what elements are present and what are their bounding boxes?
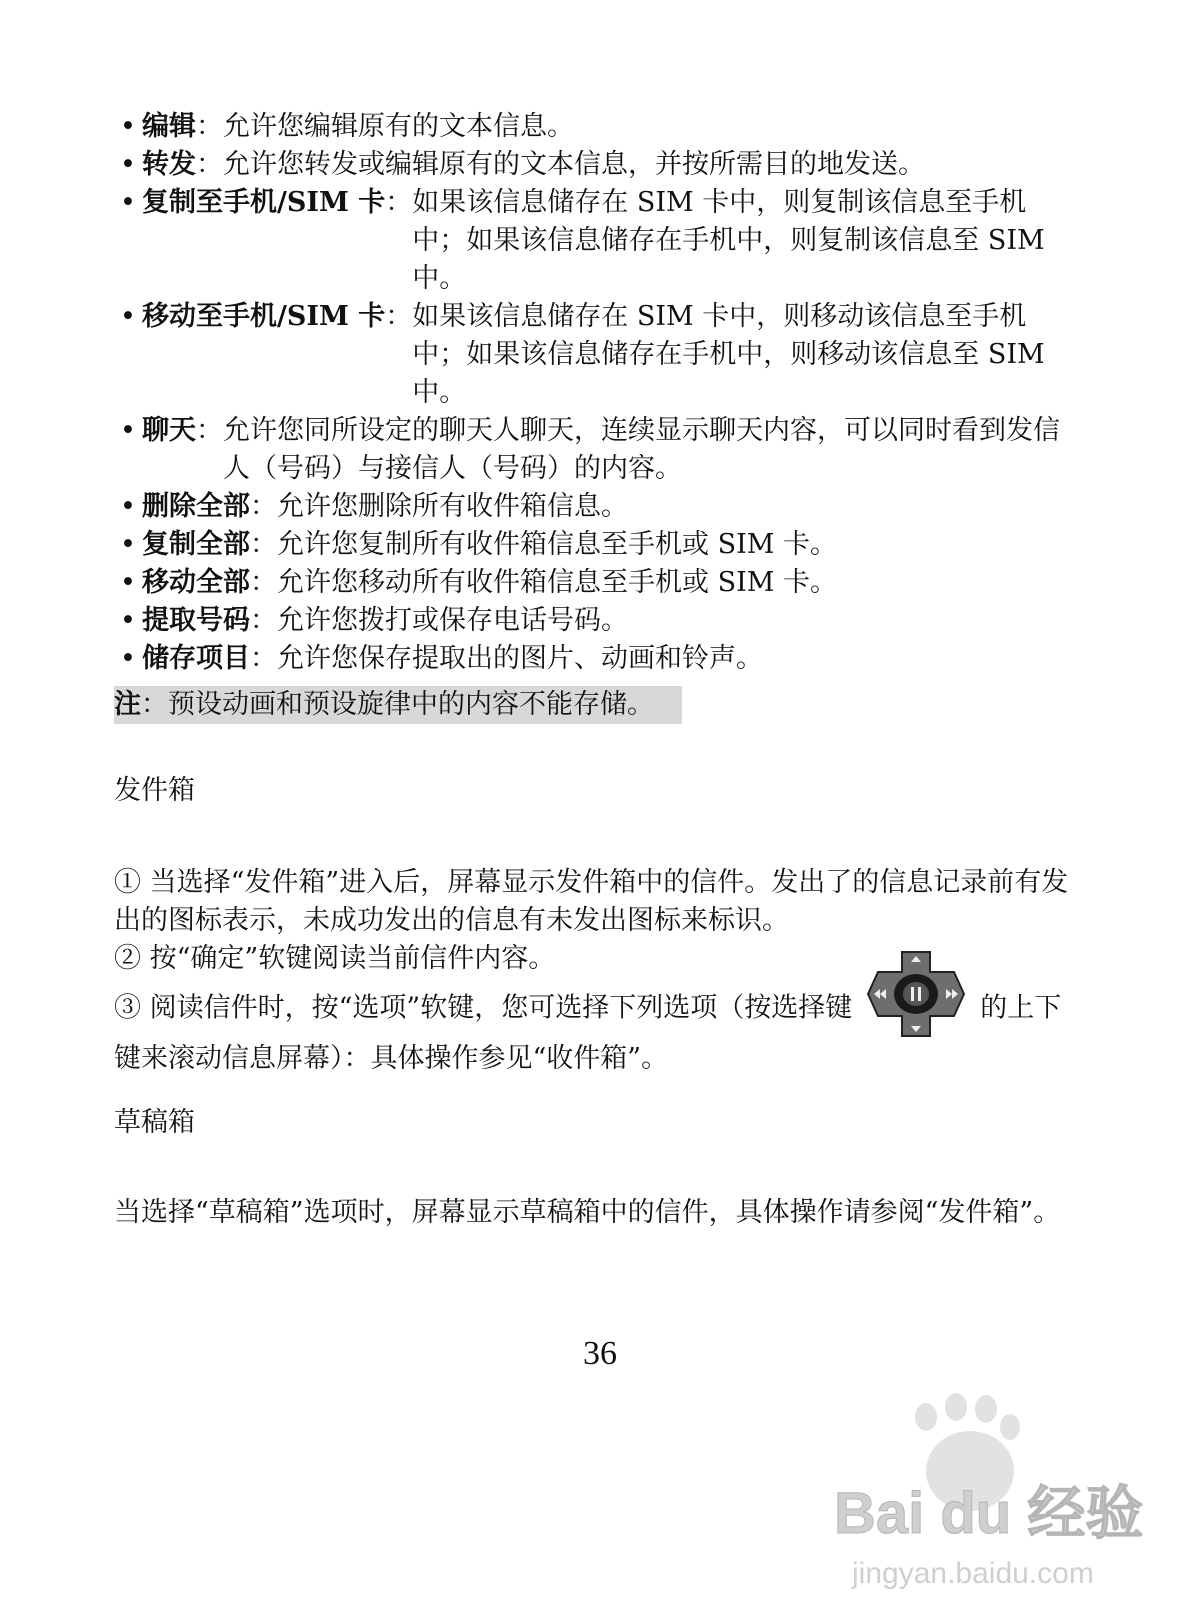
drafts-paragraph (114, 1194, 1074, 1232)
drafts-heading: 草稿箱 (114, 1107, 195, 1138)
option-description: 允许您拨打或保存电话号码。 (277, 605, 628, 636)
option-term: 删除全部 (142, 491, 250, 522)
option-description: 允许您移动所有收件箱信息至手机或 SIM 卡。 (277, 567, 837, 598)
option-term: 储存项目 (142, 643, 250, 674)
option-separator: ： (385, 187, 413, 218)
option-description: 允许您保存提取出的图片、动画和铃声。 (277, 643, 763, 674)
outbox-step-3-before: ③ 阅读信件时，按“选项”软键，您可选择下列选项（按选择键 (114, 992, 853, 1024)
option-term: 聊天 (142, 415, 196, 446)
outbox-step-3-after: 的上下键来滚动信息屏幕）：具体操作参见“收件箱”。 (114, 992, 1062, 1074)
option-separator: ： (250, 643, 277, 674)
option-term: 编辑 (142, 111, 196, 142)
outbox-heading: 发件箱 (114, 775, 195, 806)
option-separator: ： (250, 491, 277, 522)
option-description: 如果该信息储存在 SIM 卡中，则复制该信息至手机中；如果该信息储存在手机中，则复制该信息至 SIM 中。 (412, 187, 1045, 294)
option-list (114, 108, 1074, 678)
list-item (114, 184, 1074, 298)
list-item (114, 526, 1074, 564)
option-term: 复制全部 (142, 529, 250, 560)
list-item (114, 488, 1074, 526)
option-description: 允许您删除所有收件箱信息。 (277, 491, 628, 522)
list-item (114, 602, 1074, 640)
bullet-dot: • (120, 605, 136, 636)
option-separator: ： (196, 111, 223, 142)
bullet-dot: • (120, 529, 136, 560)
note-text: ：预设动画和预设旋律中的内容不能存储。 (141, 689, 654, 720)
option-term: 移动全部 (142, 567, 250, 598)
bullet-dot: • (120, 301, 136, 332)
option-description: 允许您同所设定的聊天人聊天，连续显示聊天内容，可以同时看到发信人（号码）与接信人（号码）的内容。 (223, 415, 1060, 484)
list-item (114, 412, 1074, 488)
option-separator: ： (196, 149, 223, 180)
navigation-key-icon (866, 948, 966, 1040)
list-item (114, 108, 1074, 146)
bullet-dot: • (120, 415, 136, 446)
outbox-step-2: ② 按“确定”软键阅读当前信件内容。 (114, 943, 556, 974)
option-term: 转发 (142, 149, 196, 180)
outbox-step-3 (114, 978, 1074, 1078)
bullet-dot: • (120, 149, 136, 180)
bullet-dot: • (120, 187, 136, 218)
list-item (114, 640, 1074, 678)
page-number: 36 (583, 1335, 617, 1372)
option-term: 移动至手机/SIM 卡 (142, 301, 386, 332)
watermark-logo (830, 1395, 1144, 1595)
option-description: 如果该信息储存在 SIM 卡中，则移动该信息至手机中；如果该信息储存在手机中，则移动该信息至 SIM 中。 (412, 301, 1045, 408)
option-term: 提取号码 (142, 605, 250, 636)
option-description: 允许您编辑原有的文本信息。 (223, 111, 574, 142)
option-separator: ： (196, 415, 223, 446)
list-item (114, 564, 1074, 602)
option-separator: ： (385, 301, 413, 332)
baidu-paw-icon (830, 1395, 1144, 1595)
bullet-dot: • (120, 111, 136, 142)
option-separator: ： (250, 567, 277, 598)
watermark-url: jingyan.baidu.com (852, 1557, 1094, 1590)
bullet-dot: • (120, 491, 136, 522)
option-term: 复制至手机/SIM 卡 (142, 187, 386, 218)
outbox-step-1: ① 当选择“发件箱”进入后，屏幕显示发件箱中的信件。发出了的信息记录前有发出的图标表示，未成功发出的信息有未发出图标来标识。 (114, 867, 1069, 936)
option-separator: ： (250, 529, 277, 560)
drafts-text: 当选择“草稿箱”选项时，屏幕显示草稿箱中的信件，具体操作请参阅“发件箱”。 (114, 1197, 1061, 1228)
option-description: 允许您转发或编辑原有的文本信息，并按所需目的地发送。 (223, 149, 925, 180)
outbox-steps (114, 864, 1074, 1078)
bullet-dot: • (120, 567, 136, 598)
watermark-brand: Bai du 经验 (834, 1481, 1144, 1546)
option-description: 允许您复制所有收件箱信息至手机或 SIM 卡。 (277, 529, 837, 560)
note-label: 注 (114, 689, 141, 720)
option-separator: ： (250, 605, 277, 636)
note-highlight (114, 686, 682, 724)
bullet-dot: • (120, 643, 136, 674)
list-item (114, 146, 1074, 184)
list-item (114, 298, 1074, 412)
